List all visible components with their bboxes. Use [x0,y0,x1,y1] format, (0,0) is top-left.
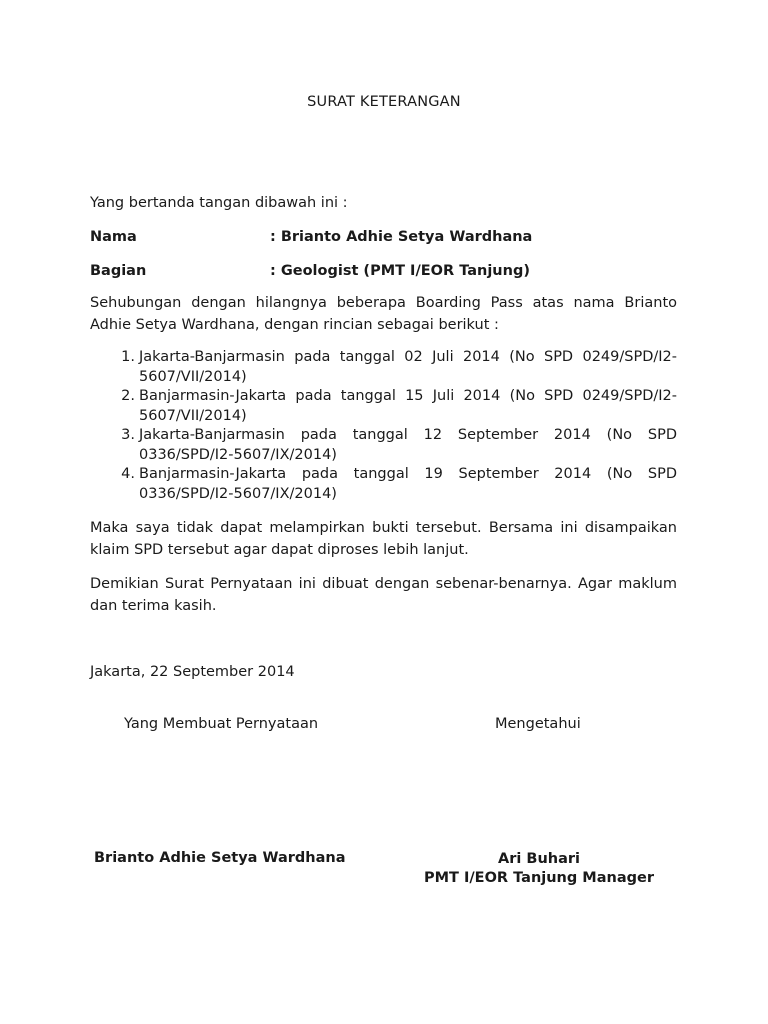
signature-name-right: Ari Buhari [498,851,580,867]
list-item-text: Banjarmasin-Jakarta pada tanggal 19 September 2014 (No SPD 0336/SPD/I2-5607/IX/2014) [139,466,677,502]
document-title: SURAT KETERANGAN [307,94,461,110]
list-item-number: 3. [121,427,135,443]
list-item-number: 2. [121,388,135,404]
paragraph-claim: Maka saya tidak dapat melampirkan bukti tersebut. Bersama ini disampaikan klaim SPD tersebut agar dapat diproses lebih lanjut. [90,520,677,558]
field-label-bagian: Bagian [90,263,147,279]
signature-title-right: PMT I/EOR Tanjung Manager [424,870,654,886]
list-item [90,387,677,426]
paragraph-context: Sehubungan dengan hilangnya beberapa Boarding Pass atas nama Brianto Adhie Setya Wardhana, dengan rincian sebagai berikut : [90,295,677,333]
list-item-text: Jakarta-Banjarmasin pada tanggal 12 September 2014 (No SPD 0336/SPD/I2-5607/IX/2014) [139,427,677,463]
signature-block-right [420,850,658,888]
list-item-number: 1. [121,349,135,365]
list-item-number: 4. [121,466,135,482]
boarding-pass-list [90,348,677,504]
place-date: Jakarta, 22 September 2014 [90,664,295,680]
intro-text: Yang bertanda tangan dibawah ini : [90,195,348,211]
list-item [90,465,677,504]
signature-role-right: Mengetahui [495,716,581,732]
field-value-nama: : Brianto Adhie Setya Wardhana [270,229,533,245]
field-value-bagian: : Geologist (PMT I/EOR Tanjung) [270,263,530,279]
list-item-text: Banjarmasin-Jakarta pada tanggal 15 Juli 2014 (No SPD 0249/SPD/I2-5607/VII/2014) [139,388,677,424]
signature-name-left: Brianto Adhie Setya Wardhana [94,850,346,866]
list-item [90,348,677,387]
list-item [90,426,677,465]
list-item-text: Jakarta-Banjarmasin pada tanggal 02 Juli 2014 (No SPD 0249/SPD/I2-5607/VII/2014) [139,349,677,385]
signature-role-left: Yang Membuat Pernyataan [124,716,319,732]
paragraph-closing: Demikian Surat Pernyataan ini dibuat dengan sebenar-benarnya. Agar maklum dan terima kasih. [90,576,677,614]
field-label-nama: Nama [90,229,137,245]
